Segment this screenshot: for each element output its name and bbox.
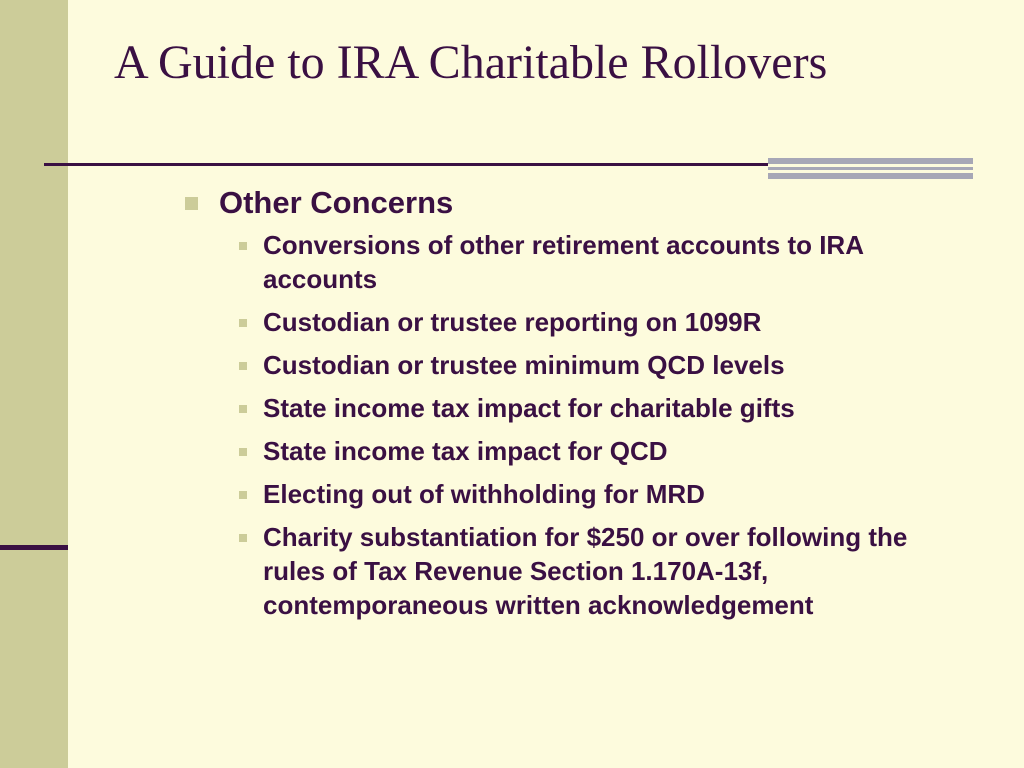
- section-heading: [185, 184, 975, 222]
- square-bullet-icon: [239, 405, 247, 413]
- list-item-text: Custodian or trustee reporting on 1099R: [263, 307, 762, 337]
- slide-content: [185, 184, 975, 631]
- list-item-text: Electing out of withholding for MRD: [263, 479, 705, 509]
- list-item-text: State income tax impact for charitable gifts: [263, 393, 795, 423]
- concerns-list: [239, 228, 949, 622]
- list-item-text: Conversions of other retirement accounts to IRA accounts: [263, 230, 864, 294]
- title-divider: [44, 163, 768, 166]
- square-bullet-icon: [239, 534, 247, 542]
- accent-bar: [768, 158, 973, 164]
- list-item: [239, 228, 949, 296]
- left-decorative-band: [0, 0, 68, 768]
- square-bullet-icon: [185, 197, 198, 210]
- accent-bar: [768, 167, 973, 170]
- list-item-text: Charity substantiation for $250 or over following the rules of Tax Revenue Section 1.170A-13f, contemporaneous written acknowledgement: [263, 522, 908, 620]
- square-bullet-icon: [239, 242, 247, 250]
- list-item: [239, 391, 949, 425]
- square-bullet-icon: [239, 362, 247, 370]
- list-item: [239, 520, 949, 622]
- square-bullet-icon: [239, 491, 247, 499]
- list-item-text: Custodian or trustee minimum QCD levels: [263, 350, 785, 380]
- accent-bar: [768, 173, 973, 179]
- list-item-text: State income tax impact for QCD: [263, 436, 668, 466]
- slide-title: A Guide to IRA Charitable Rollovers: [114, 36, 828, 89]
- accent-bars: [768, 158, 973, 180]
- list-item: [239, 348, 949, 382]
- square-bullet-icon: [239, 448, 247, 456]
- list-item: [239, 305, 949, 339]
- list-item: [239, 434, 949, 468]
- square-bullet-icon: [239, 319, 247, 327]
- left-band-rule: [0, 545, 68, 550]
- section-heading-text: Other Concerns: [219, 185, 454, 220]
- list-item: [239, 477, 949, 511]
